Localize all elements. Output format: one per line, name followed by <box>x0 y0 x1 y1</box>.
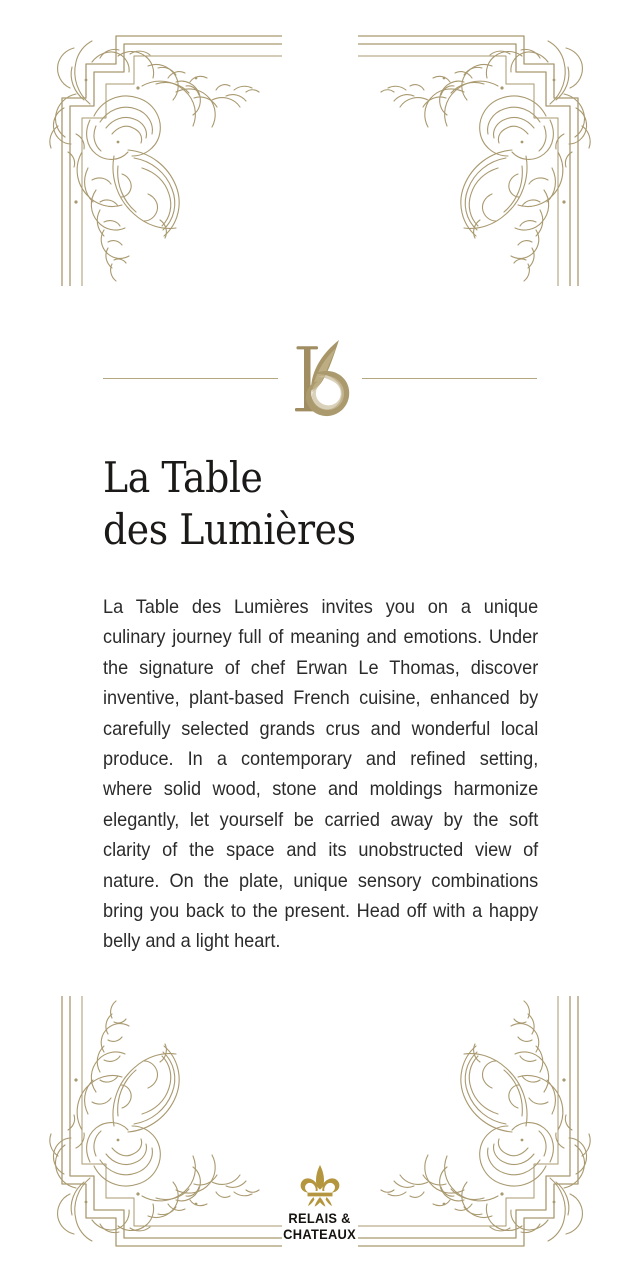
divider-rule-left <box>103 378 278 379</box>
ornament-top-right <box>358 34 610 286</box>
restaurant-description: La Table des Lumières invites you on a unique culinary journey full of meaning and emotions. Under the signature of chef Erwan Le Thomas, discover inventive, plant-based French cuisine, enhanced by carefully selected grands crus and wonderful local produce. In a contemporary and refined setting, where solid wood, stone and moldings harmonize elegantly, let yourself be carried away by the soft clarity of the space and its unobstructed view of nature. On the plate, unique sensory combinations bring you back to the present. Head off with a happy belly and a light heart. <box>103 596 539 953</box>
fleur-de-lis-icon <box>297 1164 343 1208</box>
brand-name <box>284 1211 357 1242</box>
brand-name-line-1: RELAIS & <box>288 1210 352 1226</box>
monogram-divider <box>103 332 537 424</box>
ornament-top-left <box>30 34 282 286</box>
divider-rule-right <box>362 378 537 379</box>
relais-chateaux-logo <box>0 1164 640 1242</box>
l-monogram-flame-icon <box>278 332 362 424</box>
page-title <box>103 452 537 556</box>
page-title-line-2: des Lumières <box>103 505 356 554</box>
brand-name-line-2: CHATEAUX <box>283 1225 357 1242</box>
page-title-line-1: La Table <box>103 453 263 502</box>
